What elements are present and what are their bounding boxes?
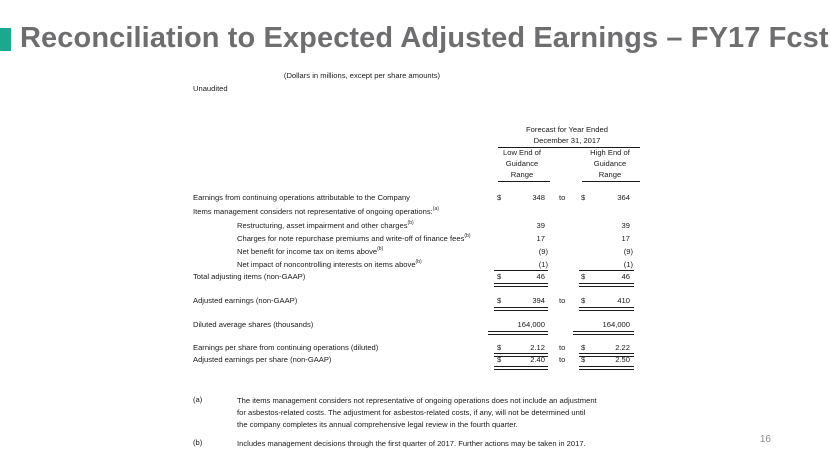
- high-header-2: Guidance: [593, 159, 627, 168]
- row-note-repurchase-high: 17: [621, 234, 630, 243]
- unaudited-label: Unaudited: [193, 84, 228, 93]
- row-total-adj-low: 46: [536, 272, 545, 281]
- row-tax-benefit-label: Net benefit for income tax on items above$^{(b)}$: [237, 246, 384, 256]
- row-diluted-shares-high: 164,000: [602, 320, 630, 329]
- row-restructuring-label: Restructuring, asset impairment and other charges$^{(b)}$: [237, 220, 414, 230]
- row-restructuring-low: 39: [536, 221, 545, 230]
- low-header-rule: [498, 181, 550, 182]
- footnote-a-line1: The items management considers not representative of ongoing operations does not include an adjustment: [237, 396, 597, 405]
- row-earnings-low: 348: [532, 193, 545, 202]
- row-tax-benefit-low: (9): [538, 247, 548, 256]
- row-adj-eps-dollar-low: $: [497, 355, 502, 364]
- adj-earnings-rule-high: [579, 307, 634, 311]
- row-adj-eps-label: Adjusted earnings per share (non-GAAP): [193, 355, 332, 364]
- subtotal-rule-low: [494, 270, 548, 271]
- row-nci-high: (1): [623, 260, 633, 269]
- row-earnings-to: to: [559, 193, 566, 202]
- row-note-repurchase-low: 17: [536, 234, 545, 243]
- adj-earnings-rule-low: [494, 307, 548, 311]
- footnote-a-line2: for asbestos-related costs. The adjustment for asbestos-related costs, if any, will not be determined until: [237, 408, 586, 417]
- footnote-b-text: Includes management decisions through the first quarter of 2017. Further actions may be taken in 2017.: [237, 439, 586, 448]
- title-accent-bar: [0, 28, 11, 51]
- forecast-header-line1: Forecast for Year Ended: [526, 125, 608, 134]
- row-earnings-dollar-high: $: [581, 193, 586, 202]
- row-eps-cont-dollar-high: $: [581, 343, 586, 352]
- high-header-1: High End of: [590, 148, 630, 157]
- forecast-header-line2: December 31, 2017: [533, 136, 601, 145]
- row-note-repurchase-label: Charges for note repurchase premiums and write-off of finance fees$^{(b)}$: [237, 233, 471, 243]
- row-eps-cont-high: 2.22: [615, 343, 630, 352]
- row-eps-cont-label: Earnings per share from continuing operations (diluted): [193, 343, 379, 352]
- low-header-1: Low End of: [503, 148, 541, 157]
- row-adj-earnings-high: 410: [617, 296, 630, 305]
- row-total-adj-dollar-high: $: [581, 272, 586, 281]
- row-earnings-label: Earnings from continuing operations attributable to the Company: [193, 193, 410, 202]
- row-adj-eps-dollar-high: $: [581, 355, 586, 364]
- footnote-a-marker: (a): [193, 395, 203, 404]
- row-items-mgmt-label: Items management considers not representative of ongoing operations:$^{(a)}$: [193, 206, 439, 216]
- page-title: Reconciliation to Expected Adjusted Earnings – FY17 Fcst: [20, 22, 829, 54]
- row-earnings-dollar-low: $: [497, 193, 502, 202]
- page-number: 16: [759, 434, 771, 445]
- row-earnings-high: 364: [617, 193, 630, 202]
- row-total-adj-dollar-low: $: [497, 272, 502, 281]
- high-header-3: Range: [598, 170, 622, 179]
- adj-eps-rule-high: [579, 366, 634, 370]
- row-adj-earnings-dollar-high: $: [581, 296, 586, 305]
- high-header-rule: [582, 181, 640, 182]
- row-diluted-shares-low: 164,000: [517, 320, 545, 329]
- row-eps-cont-to: to: [559, 343, 566, 352]
- row-adj-earnings-low: 394: [532, 296, 545, 305]
- row-total-adj-high: 46: [621, 272, 630, 281]
- row-adj-earnings-label: Adjusted earnings (non-GAAP): [193, 296, 298, 305]
- units-caption: (Dollars in millions, except per share amounts): [283, 71, 441, 80]
- total-rule-low: [494, 283, 548, 287]
- shares-rule-low: [488, 331, 548, 335]
- adj-eps-rule-low: [494, 366, 548, 370]
- row-adj-eps-low: 2.40: [530, 355, 545, 364]
- total-rule-high: [579, 283, 634, 287]
- row-diluted-shares-label: Diluted average shares (thousands): [193, 320, 314, 329]
- row-adj-earnings-to: to: [559, 296, 566, 305]
- row-adj-eps-high: 2.50: [615, 355, 630, 364]
- low-header-3: Range: [510, 170, 534, 179]
- row-nci-label: Net impact of noncontrolling interests on items above$^{(b)}$: [237, 259, 422, 269]
- footnote-b-marker: (b): [193, 438, 203, 447]
- row-eps-cont-low: 2.12: [530, 343, 545, 352]
- row-total-adj-label: Total adjusting items (non-GAAP): [193, 272, 306, 281]
- shares-rule-high: [573, 331, 634, 335]
- row-adj-earnings-dollar-low: $: [497, 296, 502, 305]
- footnote-a-line3: the company completes its annual comprehensive legal review in the fourth quarter.: [237, 420, 518, 429]
- row-tax-benefit-high: (9): [623, 247, 633, 256]
- row-restructuring-high: 39: [621, 221, 630, 230]
- subtotal-rule-high: [579, 270, 634, 271]
- row-adj-eps-to: to: [559, 355, 566, 364]
- low-header-2: Guidance: [505, 159, 539, 168]
- row-nci-low: (1): [538, 260, 548, 269]
- row-eps-cont-dollar-low: $: [497, 343, 502, 352]
